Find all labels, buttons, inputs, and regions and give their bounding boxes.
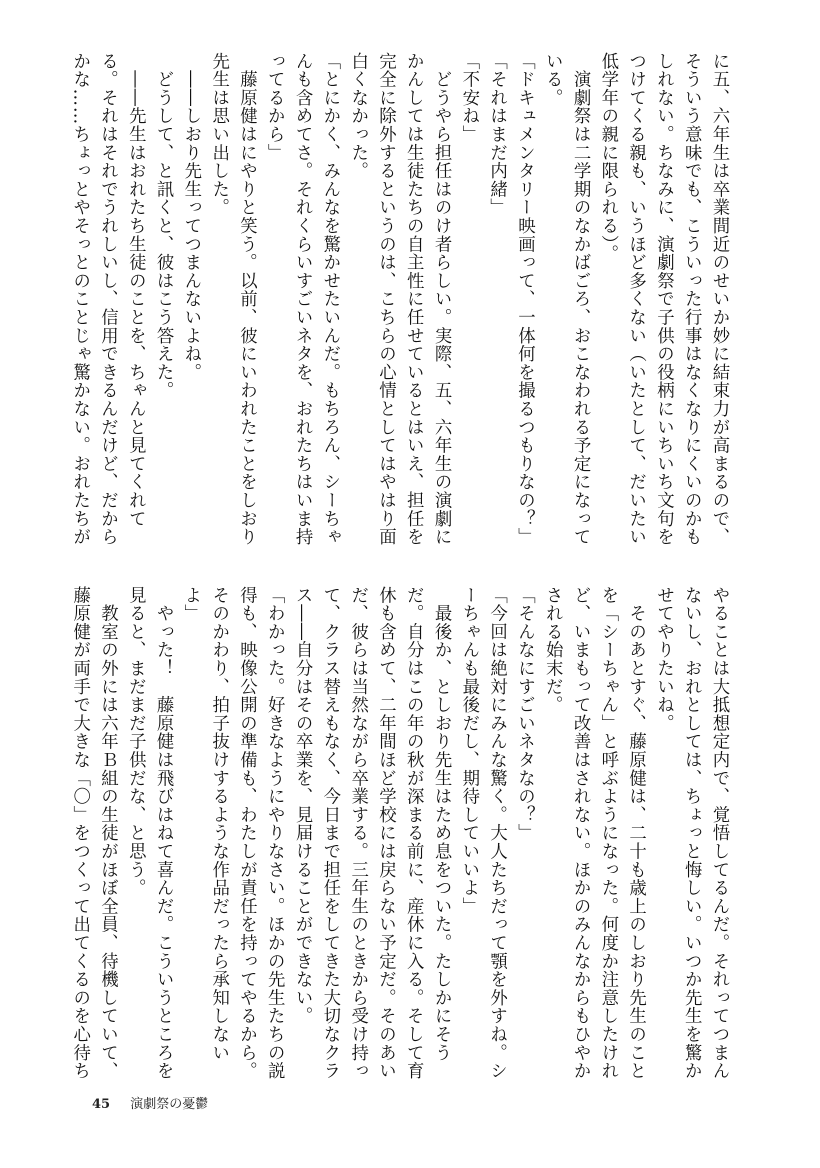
page-number: 45 bbox=[92, 1097, 111, 1112]
text-column: 「不安ね」 bbox=[458, 52, 479, 144]
text-column: そのあとすぐ、藤原健は、二十も歳上のしおり先生のこと bbox=[625, 586, 646, 1081]
text-column: ど、いまもって改善はされない。ほかのみんなからもひやか bbox=[570, 586, 591, 1081]
text-column: 演劇祭は二学期のなかばごろ、おこなわれる予定になって bbox=[570, 52, 591, 547]
text-column: ――しおり先生ってつまんないよね。 bbox=[180, 52, 201, 382]
text-column: 藤原健が両手で大きな「〇」をつくって出てくるのを心待ち bbox=[69, 586, 90, 1081]
page-footer bbox=[92, 1093, 208, 1112]
text-column: 「今回は絶対にみんな驚く。大人たちだって顎を外すね。シ bbox=[486, 586, 507, 1081]
text-column: 「そんなにすごいネタなの？」 bbox=[514, 586, 535, 843]
text-column: ――先生はおれたち生徒のことを、ちゃんと見てくれて bbox=[125, 52, 146, 528]
text-column: かんしては生徒たちの自主性に任せているとはいえ、担任を bbox=[403, 52, 424, 547]
text-column: 「それはまだ内緒」 bbox=[486, 52, 507, 217]
top-text-block bbox=[69, 52, 732, 558]
text-column: やった！ 藤原健は飛びはねて喜んだ。こういうところを bbox=[153, 586, 174, 1081]
text-column: しれない。ちなみに、演劇祭で子供の役柄にいちいち文句を bbox=[653, 52, 674, 547]
text-column: ないし、おれとしては、ちょっと悔しい。いつか先生を驚か bbox=[681, 586, 702, 1081]
text-column: ス――自分はその卒業を、見届けることができない。 bbox=[292, 586, 313, 1026]
text-column: いる。 bbox=[542, 52, 563, 107]
text-column: る。それはそれでうれしいし、信用できるんだけど、だから bbox=[97, 52, 118, 547]
text-column: される始末だ。 bbox=[542, 586, 563, 715]
text-column: て、クラス替えもなく、今日まで担任をしてきた大切なクラ bbox=[319, 586, 340, 1081]
text-column: 「わかった。好きなようにやりなさい。ほかの先生たちの説 bbox=[264, 586, 285, 1081]
text-column: 教室の外には六年Ｂ組の生徒がほぼ全員、待機していて、 bbox=[97, 586, 118, 1081]
text-column: だ、彼らは当然ながら卒業する。三年生のときから受け持っ bbox=[347, 586, 368, 1081]
text-column: ってるから」 bbox=[264, 52, 285, 162]
text-column: ーちゃんも最後だし、期待していいよ」 bbox=[458, 586, 479, 916]
text-column: 最後か、としおり先生はため息をついた。たしかにそう bbox=[431, 586, 452, 1062]
text-column: よ」 bbox=[180, 586, 201, 623]
text-column: を「シーちゃん」と呼ぶようになった。何度か注意したけれ bbox=[597, 586, 618, 1081]
text-column: 完全に除外するというのは、こちらの心情としてはやはり面 bbox=[375, 52, 396, 547]
text-column: んも含めてさ。それくらいすごいネタを、おれたちはいま持 bbox=[292, 52, 313, 547]
bottom-text-block bbox=[69, 586, 732, 1081]
text-column: に五、六年生は卒業間近のせいか妙に結束力が高まるので、 bbox=[709, 52, 729, 547]
text-column: 得も、映像公開の準備も、わたしが責任を持ってやるから。 bbox=[236, 586, 257, 1081]
text-column: 低学年の親に限られる）。 bbox=[597, 52, 618, 263]
text-column: 藤原健はにやりと笑う。以前、彼にいわれたことをしおり bbox=[236, 52, 257, 547]
text-column: そういう意味でも、こういった行事はなくなりにくいのかも bbox=[681, 52, 702, 547]
text-column: やることは大抵想定内で、覚悟してるんだ。それってつまん bbox=[709, 586, 729, 1081]
text-column: かな……ちょっとやそっとのことじゃ驚かない。おれたちが bbox=[69, 52, 90, 547]
text-column: 「ドキュメンタリー映画って、一体何を撮るつもりなの？」 bbox=[514, 52, 535, 547]
text-column: せてやりたいね。 bbox=[653, 586, 674, 733]
text-column: どうして、と訊くと、彼はこう答えた。 bbox=[153, 52, 174, 400]
text-column: どうやら担任はのけ者らしい。実際、五、六年生の演劇に bbox=[431, 52, 452, 547]
chapter-title: 演劇祭の憂鬱 bbox=[130, 1097, 209, 1112]
text-column: 「とにかく、みんなを驚かせたいんだ。もちろん、シーちゃ bbox=[319, 52, 340, 547]
text-column: 白くなかった。 bbox=[347, 52, 368, 181]
text-column: だ。自分はこの年の秋が深まる前に、産休に入る。そして育 bbox=[403, 586, 424, 1081]
text-column: 休も含めて、二年間ほど学校には戻らない予定だ。そのあい bbox=[375, 586, 396, 1081]
text-column: 先生は思い出した。 bbox=[208, 52, 229, 217]
text-column: 見ると、まだまだ子供だな、と思う。 bbox=[125, 586, 146, 898]
text-column: つけてくる親も、いうほど多くない（いたとして、だいたい bbox=[625, 52, 646, 547]
text-column: そのかわり、拍子抜けするような作品だったら承知しない bbox=[208, 586, 229, 1062]
